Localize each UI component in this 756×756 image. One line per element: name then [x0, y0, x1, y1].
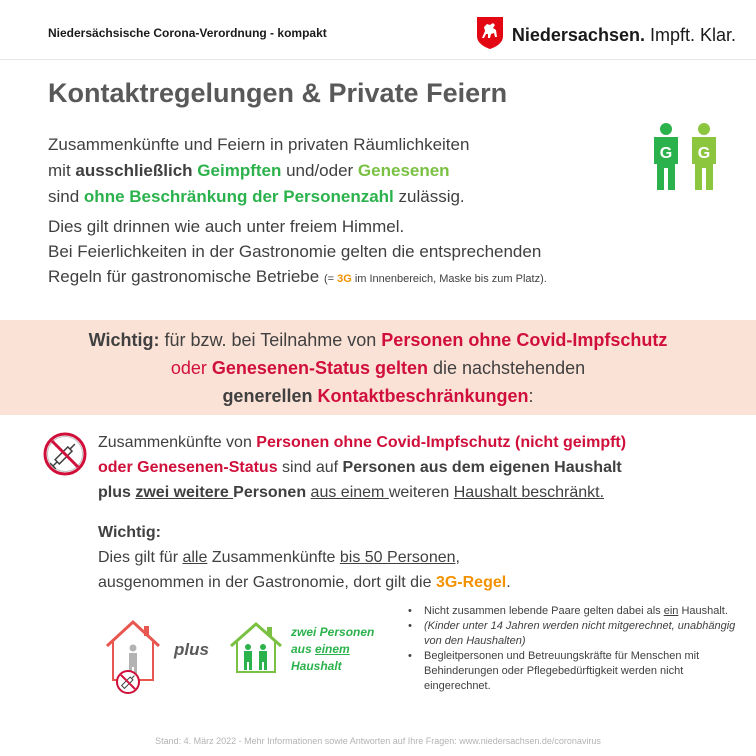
- brand-text: Niedersachsen. Impft. Klar.: [511, 25, 736, 45]
- header: [0, 0, 756, 60]
- recovered-letter: G: [697, 145, 711, 162]
- plus-label: plus: [174, 640, 209, 659]
- other-household-icon: [228, 620, 284, 681]
- important-band-text: Wichtig: für bzw. bei Teilnahme von Personen ohne Covid-Impfschutz oder Genesenen-Status gelten die nachstehenden generellen Kontaktbeschränkungen:: [88, 330, 668, 406]
- intro-paragraph: Zusammenkünfte und Feiern in privaten Räumlichkeiten mit ausschließlich Geimpften und/oder Genesenen sind ohne Beschränkung der Personenzahl zulässig.: [48, 135, 470, 206]
- note-caregivers: • Begleitpersonen und Betreuungskräfte für Menschen mit Behinderungen oder Pflegebedürftigkeit werden nicht eingerechnet.: [406, 649, 746, 694]
- document-title: Niedersächsische Corona-Verordnung - kompakt: [48, 26, 327, 40]
- important-note-paragraph: Wichtig: Dies gilt für alle Zusammenkünfte bis 50 Personen, ausgenommen in der Gastronomie, dort gilt die 3G-Regel.: [98, 524, 511, 591]
- no-vaccine-syringe-icon: [42, 431, 88, 482]
- note-children: • (Kinder unter 14 Jahren werden nicht mitgerechnet, unabhängig von den Haushalten): [406, 619, 746, 649]
- own-household-icon: [104, 618, 162, 701]
- note-couples: • Nicht zusammen lebende Paare gelten dabei als ein Haushalt.: [406, 604, 746, 619]
- lower-saxony-horse-coat-of-arms-icon: [476, 16, 504, 55]
- vaccinated-recovered-people-icon: [650, 120, 722, 197]
- other-household-label: zwei Personen aus einem Haushalt: [291, 625, 375, 673]
- notes-list: [406, 604, 746, 694]
- brand: [476, 16, 736, 55]
- unvaccinated-rule-paragraph: Zusammenkünfte von Personen ohne Covid-Impfschutz (nicht geimpft) oder Genesenen-Status sind auf Personen aus dem eigenen Haushalt plus zwei weitere Personen aus einem weiteren Haushalt beschränkt.: [98, 434, 627, 501]
- vaccinated-letter: G: [659, 145, 673, 162]
- gastronomy-paragraph: Dies gilt drinnen wie auch unter freiem Himmel. Bei Feierlichkeiten in der Gastronomie gelten die entsprechenden Regeln für gastronomische Betriebe (= 3G im Innenbereich, Maske bis zum Platz).: [48, 217, 547, 286]
- footer-text: Stand: 4. März 2022 - Mehr Informationen sowie Antworten auf Ihre Fragen: www.niedersachsen.de/coronavirus: [155, 736, 601, 746]
- page-title: Kontaktregelungen & Private Feiern: [48, 78, 508, 108]
